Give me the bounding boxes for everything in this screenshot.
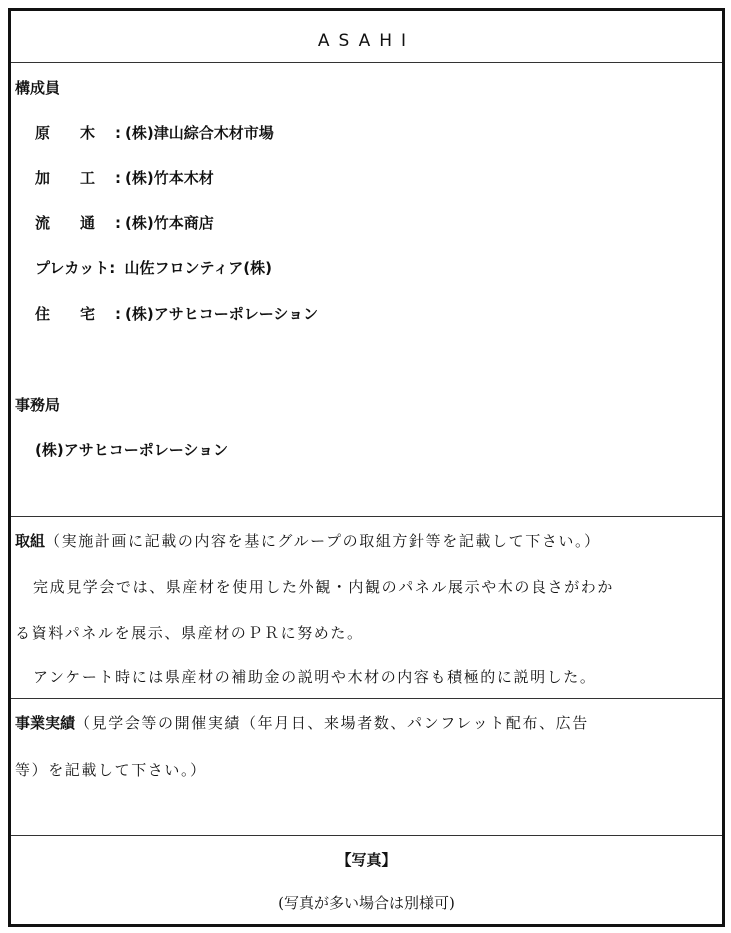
members-heading: 構成員 [15,79,61,97]
divider [11,62,722,63]
divider [11,698,722,699]
office-heading: 事務局 [15,396,61,414]
member-value: (株)アサヒコーポレーション [125,305,319,323]
results-note: （見学会等の開催実績（年月日、来場者数、パンフレット配布、広告 [75,714,589,732]
member-role: 加 工 [35,169,96,187]
efforts-line: 完成見学会では、県産材を使用した外観・内観のパネル展示や木の良さがわか [33,578,615,596]
member-role: 流 通 [35,214,96,232]
member-value: (株)竹本木材 [125,169,214,187]
efforts-note: （実施計画に記載の内容を基にグループの取組方針等を記載して下さい。） [45,532,601,550]
member-role: 住 宅 [35,305,96,323]
colon: : [115,214,121,232]
results-heading-row [15,712,589,733]
divider [11,835,722,836]
efforts-line: る資料パネルを展示、県産材のＰＲに努めた。 [15,624,364,642]
efforts-line: アンケート時には県産材の補助金の説明や木材の内容も積極的に説明した。 [33,668,597,686]
member-row [35,167,214,188]
member-value: 山佐フロンティア(株) [124,259,273,277]
efforts-heading-row [15,530,601,551]
member-row [35,303,318,324]
photo-title: 【写真】 [336,851,397,869]
results-note-continued: 等）を記載して下さい。） [15,761,207,779]
photo-note: (写真が多い場合は別様可) [278,894,455,912]
member-row [35,212,214,233]
member-row [35,257,272,278]
document-frame [8,8,725,927]
member-role: 原 木 [35,124,96,142]
member-role: プレカット [35,259,110,277]
office-value: (株)アサヒコーポレーション [35,441,229,459]
divider [11,516,722,517]
results-heading: 事業実績 [15,714,76,732]
colon: : [115,169,121,187]
member-value: (株)竹本商店 [125,214,214,232]
member-value: (株)津山綜合木材市場 [125,124,274,142]
efforts-heading: 取組 [15,532,46,550]
colon: : [109,259,116,277]
colon: : [115,305,121,323]
group-title: ASAHI [317,31,416,51]
member-row [35,122,274,143]
colon: : [115,124,121,142]
